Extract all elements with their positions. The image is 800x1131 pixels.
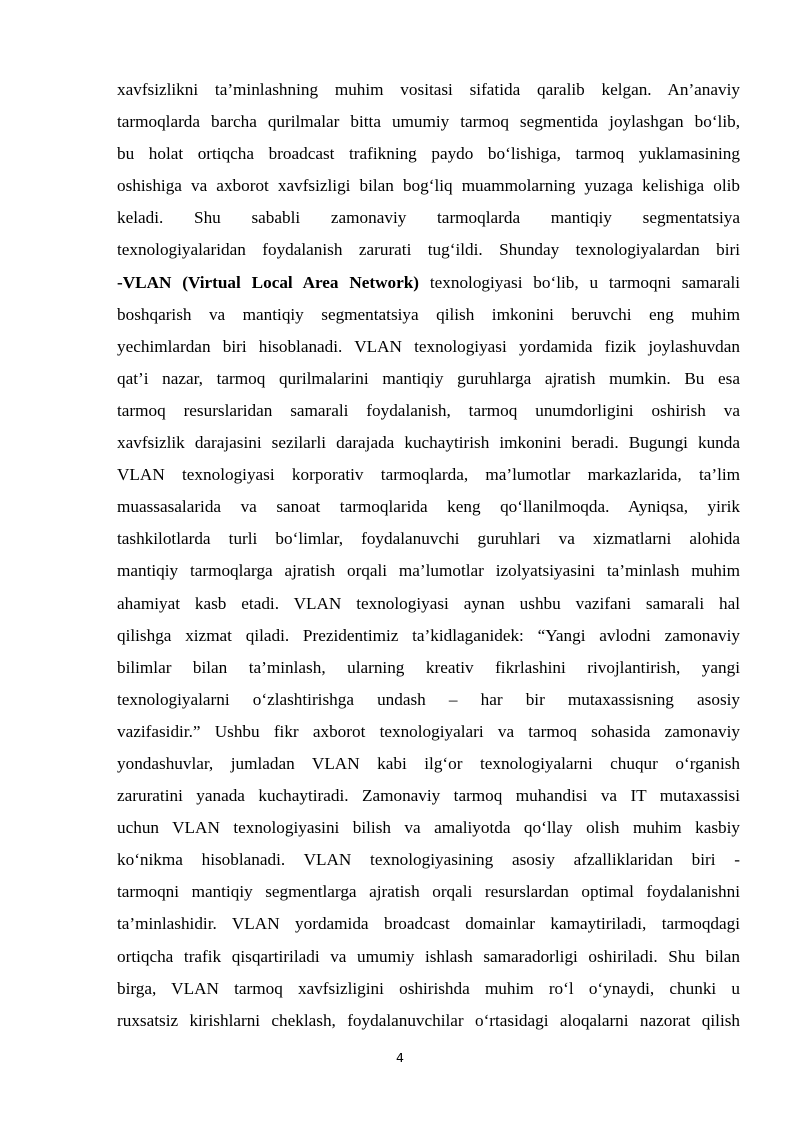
text-line-8: boshqarish va mantiqiy segmentatsiya qilish imkonini beruvchi eng muhim — [117, 304, 740, 324]
text-line-30: ruxsatsiz kirishlarni cheklash, foydalanuvchilar o‘rtasidagi aloqalarni nazorat qilish — [117, 1010, 740, 1030]
text-line-2: tarmoqlarda barcha qurilmalar bitta umumiy tarmoq segmentida joylashgan bo‘lib, — [117, 112, 740, 132]
text-line-28: ortiqcha trafik qisqartiriladi va umumiy ishlash samaradorligi oshiriladi. Shu bilan — [117, 946, 740, 966]
text-line-23: zaruratini yanada kuchaytiradi. Zamonaviy tarmoq muhandisi va IT mutaxassisi — [117, 786, 740, 806]
text-line-7 — [117, 267, 740, 299]
text-line-16: mantiqiy tarmoqlarga ajratish orqali ma’lumotlar izolyatsiyasini ta’minlash muhim — [117, 561, 740, 581]
text-line-9: yechimlardan biri hisoblanadi. VLAN texnologiyasi yordamida fizik joylashuvdan — [117, 336, 740, 356]
page-number: 4 — [396, 1050, 404, 1065]
body-text — [117, 74, 740, 1037]
text-line-17: ahamiyat kasb etadi. VLAN texnologiyasi aynan ushbu vazifani samarali hal — [117, 593, 740, 613]
text-line-10: qat’i nazar, tarmoq qurilmalarini mantiqiy guruhlarga ajratish mumkin. Bu esa — [117, 368, 740, 388]
text-line-20: texnologiyalarni o‘zlashtirishga undash – har bir mutaxassisning asosiy — [117, 689, 740, 709]
text-line-4: oshishiga va axborot xavfsizligi bilan bog‘liq muammolarning yuzaga kelishiga olib — [117, 176, 740, 196]
text-line-15: tashkilotlarda turli bo‘limlar, foydalanuvchi guruhlari va xizmatlarni alohida — [117, 529, 740, 549]
text-line-29: birga, VLAN tarmoq xavfsizligini oshirishda muhim ro‘l o‘ynaydi, chunki u — [117, 978, 740, 998]
text-line-18: qilishga xizmat qiladi. Prezidentimiz ta’kidlaganidek: “Yangi avlodni zamonaviy — [117, 625, 740, 645]
text-line-11: tarmoq resurslaridan samarali foydalanish, tarmoq unumdorligini oshirish va — [117, 400, 740, 420]
text-line-3: bu holat ortiqcha broadcast trafikning paydo bo‘lishiga, tarmoq yuklamasining — [117, 144, 740, 164]
text-line-5: keladi. Shu sababli zamonaviy tarmoqlarda mantiqiy segmentatsiya — [117, 208, 740, 228]
text-line-25: ko‘nikma hisoblanadi. VLAN texnologiyasining asosiy afzalliklaridan biri - — [117, 850, 740, 870]
text-line-21: vazifasidir.” Ushbu fikr axborot texnologiyalari va tarmoq sohasida zamonaviy — [117, 721, 740, 741]
text-line-19: bilimlar bilan ta’minlash, ularning kreativ fikrlashini rivojlantirish, yangi — [117, 657, 740, 677]
text-line-24: uchun VLAN texnologiyasini bilish va amaliyotda qo‘llay olish muhim kasbiy — [117, 818, 740, 838]
text-line-6: texnologiyalaridan foydalanish zarurati tug‘ildi. Shunday texnologiyalardan biri — [117, 240, 740, 260]
text-line-22: yondashuvlar, jumladan VLAN kabi ilg‘or texnologiyalarni chuqur o‘rganish — [117, 753, 740, 773]
text-line-26: tarmoqni mantiqiy segmentlarga ajratish orqali resurslardan optimal foydalanishni — [117, 882, 740, 902]
vlan-term-rest: texnologiyasi bo‘lib, u tarmoqni samarali — [419, 272, 740, 292]
text-line-14: muassasalarida va sanoat tarmoqlarida keng qo‘llanilmoqda. Ayniqsa, yirik — [117, 497, 740, 517]
text-line-12: xavfsizlik darajasini sezilarli darajada kuchaytirish imkonini beradi. Bugungi kunda — [117, 433, 740, 453]
text-line-1: xavfsizlikni ta’minlashning muhim vositasi sifatida qaralib kelgan. An’anaviy — [117, 80, 740, 99]
text-line-13: VLAN texnologiyasi korporativ tarmoqlarda, ma’lumotlar markazlarida, ta’lim — [117, 465, 740, 485]
vlan-term-bold: -VLAN (Virtual Local Area Network) — [117, 272, 420, 292]
text-line-27: ta’minlashidir. VLAN yordamida broadcast domainlar kamaytiriladi, tarmoqdagi — [117, 914, 740, 934]
